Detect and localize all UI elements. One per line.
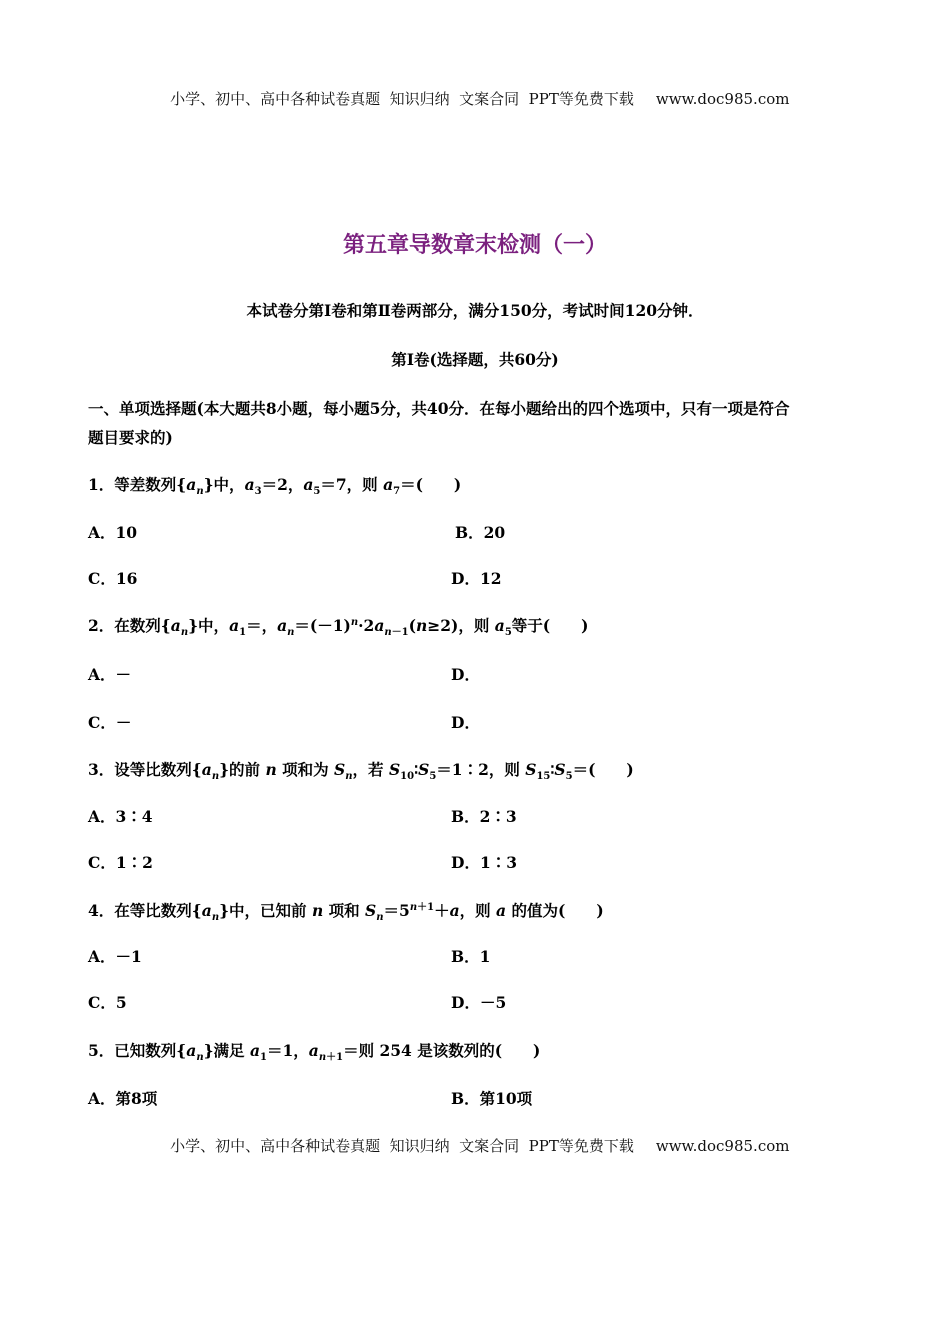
- q3-option-a[interactable]: A．3∶4: [88, 807, 153, 826]
- q1-option-b[interactable]: B．20: [455, 523, 506, 542]
- q3-option-d[interactable]: D．1∶3: [451, 853, 518, 872]
- exam-intro: 本试卷分第Ⅰ卷和第Ⅱ卷两部分，满分150分，考试时间120分钟．: [246, 301, 704, 320]
- page-footer: [0, 1117, 950, 1156]
- part-one-heading: 第Ⅰ卷(选择题，共60分): [391, 350, 559, 369]
- section-heading-line1: 一、单项选择题(本大题共8小题，每小题5分，共40分．在每小题给出的四个选项中，只有一项是符合: [88, 399, 790, 418]
- q4-option-b[interactable]: B．1: [451, 947, 491, 966]
- section-heading-line2: 题目要求的): [88, 428, 173, 447]
- q1-option-c[interactable]: C．16: [88, 569, 138, 588]
- footer-text: 小学、初中、高中各种试卷真题 知识归纳 文案合同 PPT等免费下载: [170, 1137, 634, 1155]
- page-title: 第五章导数章末检测（一）: [342, 233, 607, 258]
- q5-option-b[interactable]: B．第10项: [451, 1089, 533, 1108]
- page-header: [0, 70, 950, 109]
- header-site: www.doc985.com: [655, 90, 790, 108]
- q3-option-c[interactable]: C．1∶2: [88, 853, 153, 872]
- question-3: 3．设等比数列$\{a_n\}$的前 n 项和为 $S_n$，若 $S_{10}∶S_5=1∶2$，则 $S_{15}∶S_5=$( ): [88, 760, 634, 783]
- q2-option-d[interactable]: D．: [451, 713, 480, 732]
- q5-option-a[interactable]: A．第8项: [88, 1089, 158, 1108]
- question-1: 1．等差数列$\{a_n\}$中，$a_3=2$，$a_5=7$，则 $a_7=$( ): [88, 475, 462, 498]
- q4-option-a[interactable]: A．－1: [88, 947, 142, 966]
- header-text: 小学、初中、高中各种试卷真题 知识归纳 文案合同 PPT等免费下载: [170, 90, 634, 108]
- q4-option-c[interactable]: C．5: [88, 993, 127, 1012]
- footer-site: www.doc985.com: [655, 1137, 790, 1155]
- question-4: 4．在等比数列$\{a_n\}$中，已知前 n 项和 $S_n=5^{n+1}+a$，则 a 的值为( ): [88, 901, 604, 924]
- q4-option-d[interactable]: D．－5: [451, 993, 507, 1012]
- question-2: 2．在数列$\{a_n\}$中，$a_1=$，$a_n=(-1)^n\cdot 2a_{n-1}(n\ge 2)$，则 $a_5$等于( ): [88, 616, 589, 639]
- q1-option-d[interactable]: D．12: [451, 569, 502, 588]
- q1-option-a[interactable]: A．10: [88, 523, 138, 542]
- q3-option-b[interactable]: B．2∶3: [451, 807, 517, 826]
- q2-option-b[interactable]: D．: [451, 665, 480, 684]
- question-5: 5．已知数列$\{a_n\}$满足 $a_1=1$，$a_{n+1}=$则 254 是该数列的( ): [88, 1041, 541, 1064]
- q2-option-a[interactable]: A．－: [88, 665, 132, 684]
- q2-option-c[interactable]: C．－: [88, 713, 132, 732]
